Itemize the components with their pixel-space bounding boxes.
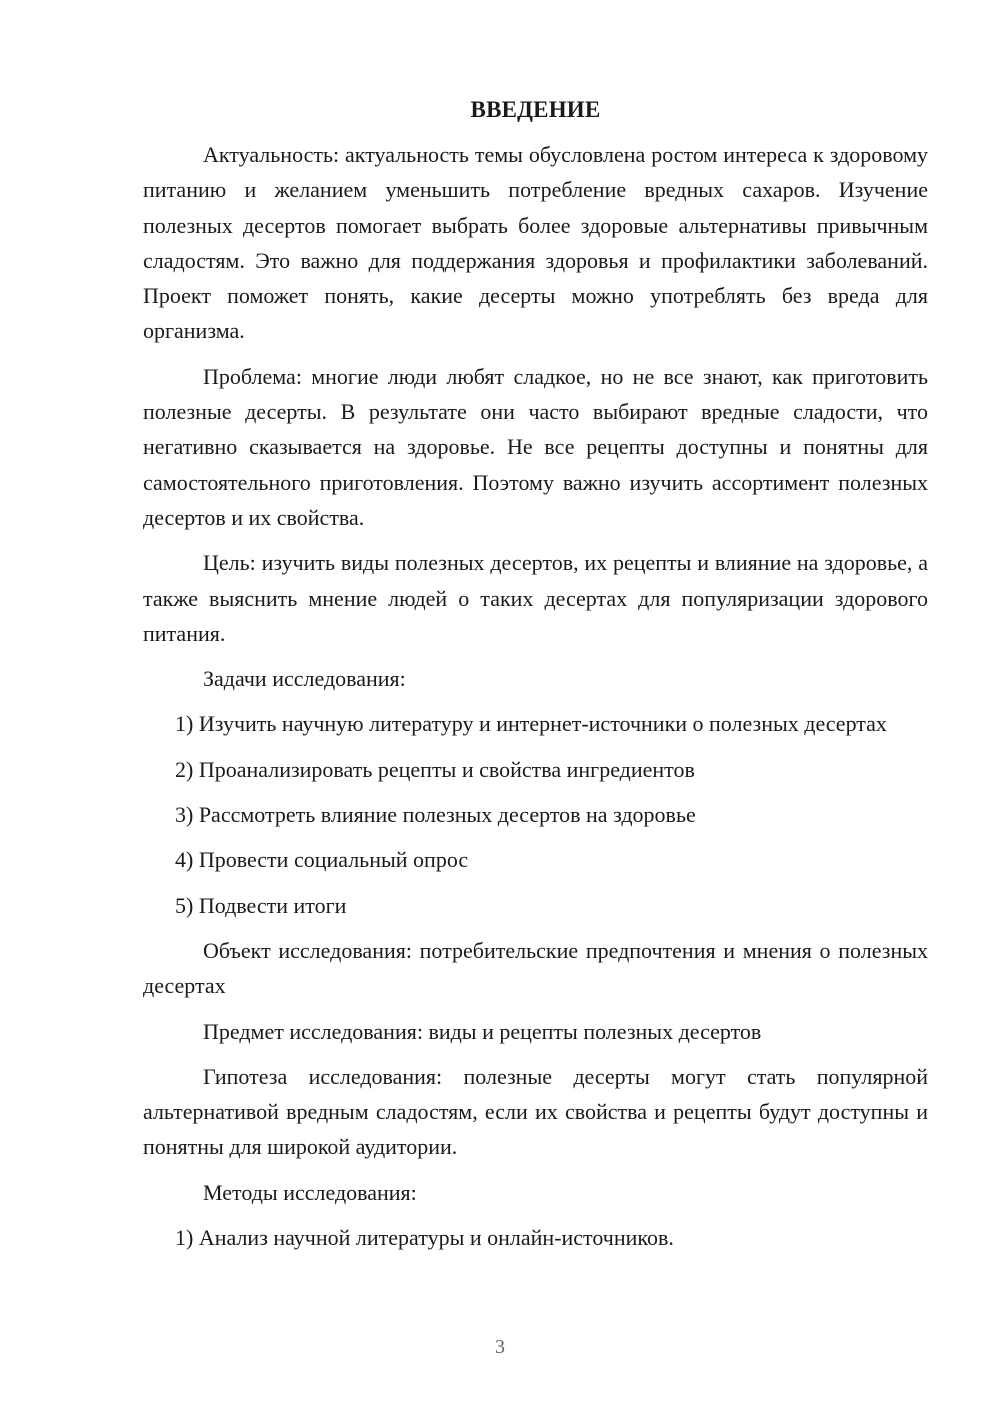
problem-paragraph: Проблема: многие люди любят сладкое, но не все знают, как приготовить полезные десерты. В результате они часто выбирают вредные сладости, что негативно сказывается на здоровье. Не все рецепты доступны и понятны для самостоятельного приготовления. Поэтому важно изучить ассортимент полезных десертов и их свойства.	[143, 363, 928, 530]
goal-paragraph: Цель: изучить виды полезных десертов, их рецепты и влияние на здоровье, а также выяснить мнение людей о таких десертах для популяризации здорового питания.	[143, 550, 928, 646]
list-item: 3) Рассмотреть влияние полезных десертов на здоровье	[175, 802, 696, 828]
document-page	[143, 92, 928, 1255]
list-item: 1) Анализ научной литературы и онлайн-источников.	[175, 1225, 674, 1251]
page-number: 3	[495, 1336, 505, 1358]
subject-paragraph: Предмет исследования: виды и рецепты полезных десертов	[203, 1018, 762, 1044]
tasks-heading: Задачи исследования:	[203, 666, 406, 692]
methods-list	[143, 1220, 928, 1255]
tasks-list	[143, 706, 928, 922]
relevance-paragraph: Актуальность: актуальность темы обусловлена ростом интереса к здоровому питанию и желанием уменьшить потребление вредных сахаров. Изучение полезных десертов помогает выбрать более здоровые альтернативы привычным сладостям. Это важно для поддержания здоровья и профилактики заболеваний. Проект поможет понять, какие десерты можно употреблять без вреда для организма.	[143, 142, 928, 344]
list-item: 2) Проанализировать рецепты и свойства ингредиентов	[175, 756, 695, 782]
list-item: 5) Подвести итоги	[175, 892, 347, 918]
object-paragraph: Объект исследования: потребительские предпочтения и мнения о полезных десертах	[143, 937, 928, 999]
list-item: 1) Изучить научную литературу и интернет-источники о полезных десертах	[175, 711, 887, 737]
page-title: ВВЕДЕНИЕ	[470, 97, 601, 122]
list-item: 4) Провести социальный опрос	[175, 847, 469, 873]
methods-heading: Методы исследования:	[203, 1179, 417, 1205]
hypothesis-paragraph: Гипотеза исследования: полезные десерты могут стать популярной альтернативой вредным сладостям, если их свойства и рецепты будут доступны и понятны для широкой аудитории.	[143, 1063, 928, 1160]
